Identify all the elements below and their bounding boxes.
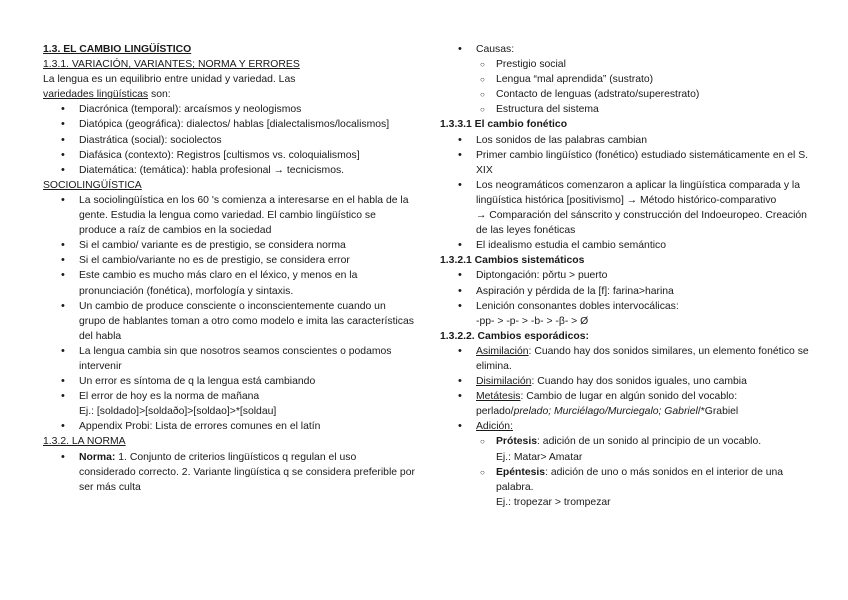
metatesis-italic-examples: prelado; Murciélago/Murciegalo; Gabriel (513, 406, 698, 418)
asimilacion-term: Asimilación (476, 345, 529, 357)
epentesis-term: Epéntesis (496, 466, 546, 478)
adicion-term: Adición: (476, 421, 513, 433)
list-item: • Diptongación: pǒrtu > puerto (440, 268, 812, 283)
list-item-disimilacion (440, 374, 812, 389)
intro-line-1: La lengua es un equilibrio entre unidad y variedad. Las (43, 74, 296, 86)
list-item: • La lengua cambia sin que nosotros seamos conscientes o podamos intervenir (43, 344, 415, 374)
list-item: • Si el cambio/ variante es de prestigio, se considera norma (43, 238, 415, 253)
variedades-term: variedades lingüísticas (43, 89, 149, 101)
norma-text: 1. Conjunto de criterios lingüísticos q regulan el uso considerado correcto. 2. Variante lingüística q se considera preferible por ser más culta (79, 451, 415, 493)
neogramaticos-comparacion: → Comparación del sánscrito y construcción del Indoeuropeo. Creación de las leyes fonéticas (476, 210, 807, 237)
adicion-sublist (440, 434, 812, 509)
list-item: • Este cambio es mucho más claro en el léxico, y menos en la pronunciación (fonética), morfología y sintaxis. (43, 268, 415, 298)
list-item-asimilacion (440, 344, 812, 374)
list-item: • Un cambio de produce consciente o inconscientemente cuando un grupo de hablantes toman a otro como modelo e imita las características del habla (43, 299, 415, 344)
cambios-sistematicos-heading: 1.3.2.1 Cambios sistemáticos (440, 255, 585, 267)
list-item: ○ Contacto de lenguas (adstrato/superestrato) (440, 87, 812, 102)
left-column (43, 42, 415, 495)
asimilacion-text: : Cuando hay dos sonidos similares, un elemento fonético se elimina. (476, 345, 809, 372)
protesis-text: : adición de un sonido al principio de un vocablo. (537, 436, 762, 448)
protesis-term: Prótesis (496, 436, 538, 448)
disimilacion-term: Disimilación (476, 376, 532, 388)
causas-label: Causas: (476, 44, 515, 55)
subsection-norma-heading: 1.3.2. LA NORMA (43, 436, 126, 448)
metatesis-end: /*Grabiel (697, 406, 739, 418)
cambio-fonetico-heading: 1.3.3.1 El cambio fonético (440, 119, 568, 131)
norma-label: Norma: (79, 451, 116, 463)
variedades-list (43, 102, 415, 177)
metatesis-text: : Cambio de lugar en algún sonido del vocablo: perlado/ (476, 391, 738, 418)
right-column (440, 42, 812, 510)
list-item: ○ Lengua “mal aprendida” (sustrato) (440, 72, 812, 87)
neogramaticos-text: • Los neogramáticos comenzaron a aplicar la lingüística comparada y la lingüística histórica [positivismo] → Método histórico-comparativo (476, 179, 801, 206)
causas-list (440, 42, 812, 57)
lenicion-sequence: -pp- > -p- > -b- > -β- > Ø (476, 315, 589, 327)
list-item-causas (440, 42, 812, 57)
subsection-variacion-heading: 1.3.1. VARIACIÓN, VARIANTES; NORMA Y ERRORES (43, 59, 300, 71)
cambios-sistematicos-list (440, 268, 812, 328)
metatesis-term: Metátesis (476, 391, 521, 403)
cambio-fonetico-list (440, 133, 812, 254)
cambios-esporadicos-heading: 1.3.2.2. Cambios esporádicos: (440, 330, 589, 342)
list-item: • Primer cambio lingüístico (fonético) estudiado sistemáticamente en el S. XIX (440, 148, 812, 178)
list-item: ○ Prestigio social (440, 57, 812, 72)
error-hoy-text: • El error de hoy es la norma de mañana (79, 391, 260, 403)
intro-line-2 (43, 87, 415, 102)
sociolinguistica-list (43, 193, 415, 435)
list-item: • Diatópica (geográfica): dialectos/ hablas [dialectalismos/localismos] (43, 117, 415, 132)
list-item: • La sociolingüística en los 60 's comienza a interesarse en el habla de la gente. Estudia la lengua como variedad. El cambio lingüístico se produce a raíz de cambios en la sociedad (43, 193, 415, 238)
list-item: • Si el cambio/variante no es de prestigio, se considera error (43, 253, 415, 268)
list-item: ○ Estructura del sistema (440, 102, 812, 117)
section-title: 1.3. EL CAMBIO LINGÜÍSTICO (43, 44, 192, 55)
list-item-metatesis (440, 389, 812, 419)
lenicion-label: • Lenición consonantes dobles intervocálicas: (476, 300, 679, 312)
list-item-lenicion (440, 299, 812, 329)
list-item: • Diacrónica (temporal): arcaísmos y neologismos (43, 102, 415, 117)
intro-line-2-rest: son: (148, 89, 171, 101)
list-item: • Los sonidos de las palabras cambian (440, 133, 812, 148)
list-item: • Appendix Probi: Lista de errores comunes en el latín (43, 419, 415, 434)
list-item-adicion (440, 419, 812, 434)
error-hoy-example: Ej.: [soldado]>[soldaðo]>[soldao]>*[soldau] (79, 406, 277, 418)
list-item: • Diastrática (social): sociolectos (43, 133, 415, 148)
list-item: • El idealismo estudia el cambio semántico (440, 238, 812, 253)
disimilacion-text: : Cuando hay dos sonidos iguales, uno cambia (531, 376, 747, 388)
epentesis-example: Ej.: tropezar > trompezar (496, 496, 611, 508)
cambios-esporadicos-list (440, 344, 812, 435)
epentesis-text: : adición de uno o más sonidos en el interior de una palabra. (496, 466, 784, 493)
list-item-neogramaticos (440, 178, 812, 238)
causas-sublist (440, 57, 812, 117)
list-item-error-hoy (43, 389, 415, 419)
list-item-protesis (440, 434, 812, 464)
list-item: • Aspiración y pérdida de la [f]: farina>harina (440, 284, 812, 299)
list-item: • Un error es síntoma de q la lengua está cambiando (43, 374, 415, 389)
list-item-norma (43, 450, 415, 495)
list-item-epentesis (440, 465, 812, 510)
norma-list (43, 450, 415, 495)
list-item: • Diatemática: (temática): habla profesional → tecnicismos. (43, 163, 415, 178)
list-item: • Diafásica (contexto): Registros [cultismos vs. coloquialismos] (43, 148, 415, 163)
sociolinguistica-heading: SOCIOLINGÜÍSTICA (43, 179, 142, 191)
protesis-example: Ej.: Matar> Amatar (496, 451, 583, 463)
